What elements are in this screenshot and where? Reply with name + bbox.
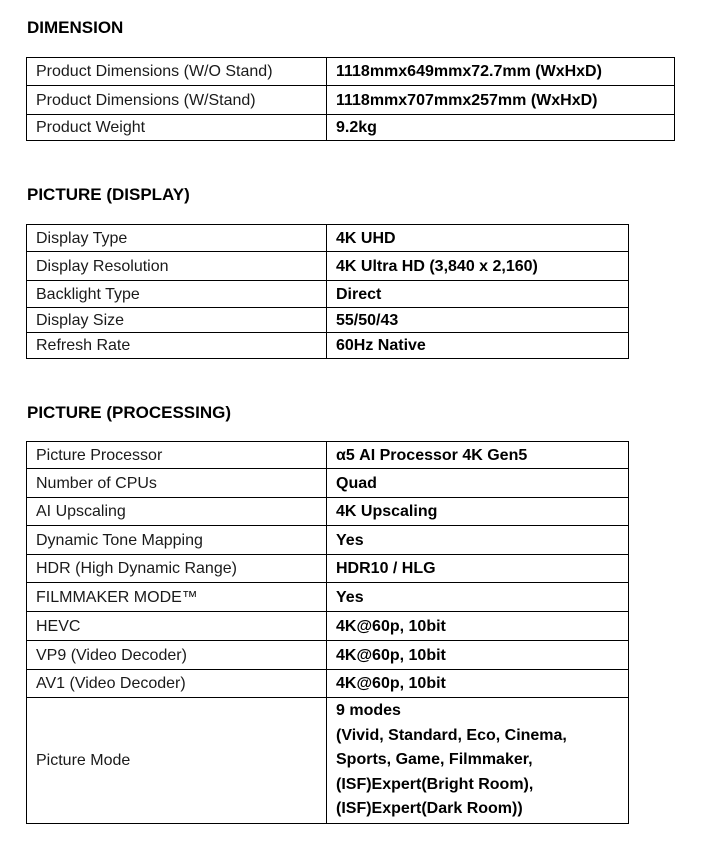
picture-mode-line: 9 modes xyxy=(336,702,401,719)
spec-label: Display Size xyxy=(27,308,327,333)
table-row xyxy=(27,641,629,670)
spec-label: AV1 (Video Decoder) xyxy=(27,670,327,698)
spec-label: Picture Processor xyxy=(27,442,327,469)
spec-label: Display Resolution xyxy=(27,252,327,281)
table-row xyxy=(27,469,629,498)
picture-mode-line: (ISF)Expert(Bright Room), xyxy=(336,775,534,793)
spec-value: 9.2kg xyxy=(327,115,675,141)
table-row xyxy=(27,498,629,526)
spec-label: VP9 (Video Decoder) xyxy=(27,641,327,670)
section-title-picture-display: PICTURE (DISPLAY) xyxy=(27,185,190,204)
spec-label: Product Dimensions (W/Stand) xyxy=(27,86,327,115)
spec-value: 4K Ultra HD (3,840 x 2,160) xyxy=(327,252,629,281)
table-row xyxy=(27,225,629,252)
spec-value: 4K@60p, 10bit xyxy=(327,612,629,641)
spec-label: Number of CPUs xyxy=(27,469,327,498)
spec-value: 4K@60p, 10bit xyxy=(327,641,629,670)
picture-mode-line: (ISF)Expert(Dark Room)) xyxy=(336,800,523,817)
picture-processing-table xyxy=(26,441,629,824)
table-row xyxy=(27,308,629,333)
spec-value: Quad xyxy=(327,469,629,498)
spec-label: HDR (High Dynamic Range) xyxy=(27,555,327,583)
spec-label: Backlight Type xyxy=(27,281,327,308)
picture-display-table xyxy=(26,224,629,359)
table-row xyxy=(27,252,629,281)
table-row xyxy=(27,86,675,115)
table-row xyxy=(27,698,629,824)
spec-value: 55/50/43 xyxy=(327,308,629,333)
spec-value: 1118mmx649mmx72.7mm (WxHxD) xyxy=(327,58,675,86)
spec-value: α5 AI Processor 4K Gen5 xyxy=(327,442,629,469)
spec-value: Direct xyxy=(327,281,629,308)
table-row xyxy=(27,442,629,469)
table-row xyxy=(27,583,629,612)
spec-label: Display Type xyxy=(27,225,327,252)
table-row xyxy=(27,115,675,141)
spec-value-multiline xyxy=(327,698,629,824)
spec-value: 1118mmx707mmx257mm (WxHxD) xyxy=(327,86,675,115)
picture-mode-line: (Vivid, Standard, Eco, Cinema, xyxy=(336,726,567,744)
section-title-picture-processing: PICTURE (PROCESSING) xyxy=(27,403,232,422)
section-title-dimension: DIMENSION xyxy=(27,18,124,37)
table-row xyxy=(27,333,629,359)
table-row xyxy=(27,281,629,308)
spec-value: 4K UHD xyxy=(327,225,629,252)
table-row xyxy=(27,58,675,86)
spec-label: HEVC xyxy=(27,612,327,641)
picture-mode-line: Sports, Game, Filmmaker, xyxy=(336,751,533,768)
spec-label: Dynamic Tone Mapping xyxy=(27,526,327,555)
spec-label: Picture Mode xyxy=(27,698,327,824)
table-row xyxy=(27,670,629,698)
spec-label: FILMMAKER MODE™ xyxy=(27,583,327,612)
table-row xyxy=(27,526,629,555)
spec-value: 4K@60p, 10bit xyxy=(327,670,629,698)
spec-value: HDR10 / HLG xyxy=(327,555,629,583)
spec-value: 4K Upscaling xyxy=(327,498,629,526)
table-row xyxy=(27,555,629,583)
spec-value: Yes xyxy=(327,526,629,555)
spec-label: Product Dimensions (W/O Stand) xyxy=(27,58,327,86)
spec-label: AI Upscaling xyxy=(27,498,327,526)
spec-label: Refresh Rate xyxy=(27,333,327,359)
dimension-table xyxy=(26,57,675,141)
table-row xyxy=(27,612,629,641)
spec-value: 60Hz Native xyxy=(327,333,629,359)
spec-value: Yes xyxy=(327,583,629,612)
spec-label: Product Weight xyxy=(27,115,327,141)
